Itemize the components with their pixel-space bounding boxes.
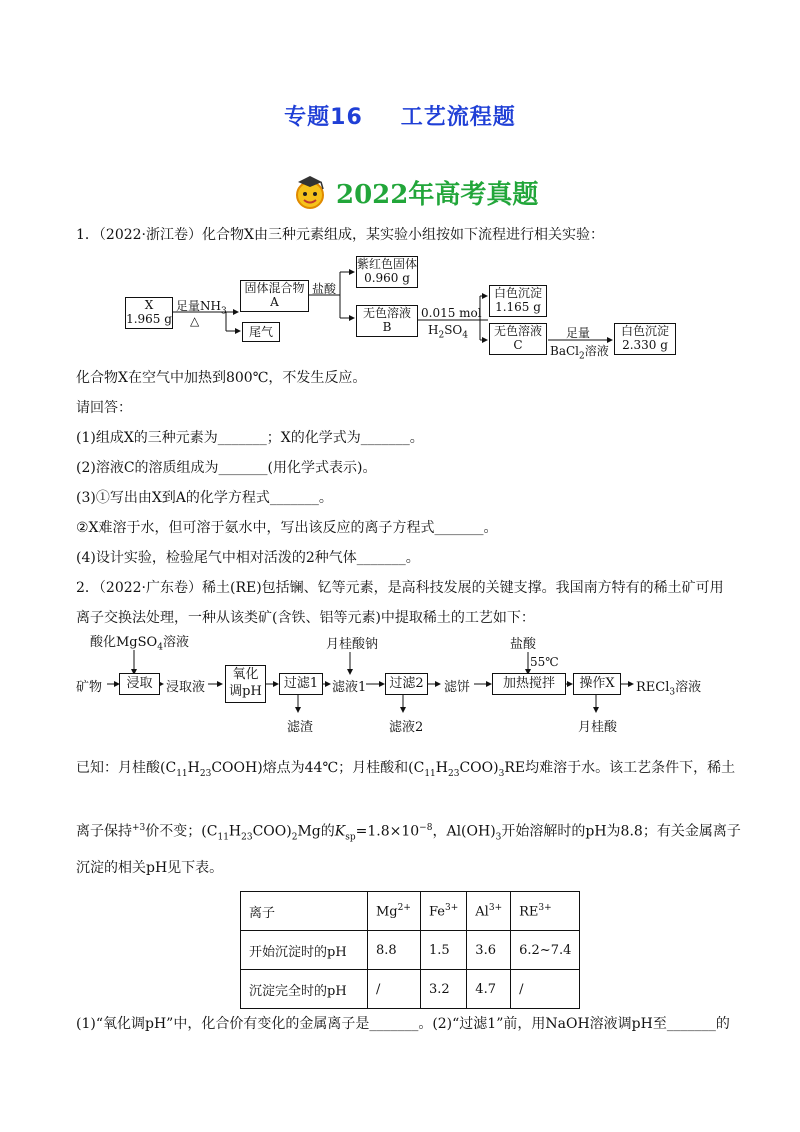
- q2-last-line: (1)“氧化调pH”中，化合价有变化的金属离子是_______。(2)“过滤1”前，用NaOH溶液调pH至_______的: [76, 1016, 730, 1032]
- table-header-cell: $RE^{3+}$: [511, 892, 580, 931]
- operation-x-box: 操作X: [573, 673, 621, 695]
- q2-intro-1: 2．（2022·广东卷）稀土(RE)包括镧、钇等元素，是高科技发展的关键支撑。我国南方特有的稀土矿可用: [76, 580, 724, 596]
- hcl-label: 盐酸: [312, 282, 337, 296]
- hcl-label-2: 盐酸: [510, 637, 537, 652]
- q1-part1: (1)组成X的三种元素为_______；X的化学式为_______。: [76, 430, 424, 446]
- table-header-cell: $Fe^{3+}$: [421, 892, 467, 931]
- filter-1-box: 过滤1: [279, 673, 323, 695]
- table-row: [241, 970, 580, 1009]
- filtrate-2-label: 滤液2: [389, 720, 424, 735]
- q2-intro-2: 离子交换法处理，一种从该类矿(含铁、铝等元素)中提取稀土的工艺如下：: [76, 610, 535, 626]
- white-ppt-1-box: 白色沉淀 1.165 g: [489, 285, 547, 317]
- table-header-row: [241, 892, 580, 931]
- q2-known-1: 已知：月桂酸$(C_{11}H_{23}COOH)$熔点为44℃；月桂酸和$(C_{11}H_{23}COO)_3RE$均难溶于水。该工艺条件下，稀土: [76, 760, 736, 779]
- table-cell: 8.8: [368, 931, 421, 970]
- q1-part2: (2)溶液C的溶质组成为_______(用化学式表示)。: [76, 460, 377, 476]
- q1-part3b: ②X难溶于水，但可溶于氨水中，写出该反应的离子方程式_______。: [76, 520, 498, 536]
- reagent-nh3-label: 足量$NH_3$: [176, 299, 227, 317]
- table-header-cell: $Al^{3+}$: [467, 892, 511, 931]
- leach-box: 浸取: [119, 673, 160, 695]
- banner-text: 2022年高考真题: [336, 179, 539, 210]
- table-cell: 沉淀完全时的pH: [241, 970, 368, 1009]
- compound-x-box: X 1.965 g: [125, 297, 173, 329]
- q2-known-3: 沉淀的相关pH见下表。: [76, 860, 224, 876]
- table-row: [241, 931, 580, 970]
- table-cell: /: [368, 970, 421, 1009]
- h2so4-amount: 0.015 mol: [421, 306, 482, 320]
- h2so4-formula: $H_2SO_4$: [428, 323, 468, 341]
- table-header-cell: $Mg^{2+}$: [368, 892, 421, 931]
- q1-note: 化合物X在空气中加热到800℃，不发生反应。: [76, 370, 367, 386]
- product-recl3-label: RECl$_3$溶液: [636, 680, 702, 698]
- table-cell: /: [511, 970, 580, 1009]
- solution-b-box: 无色溶液 B: [356, 305, 418, 337]
- bacl2-amount: 足量: [566, 326, 591, 340]
- table-cell: 3.6: [467, 931, 511, 970]
- ore-label: 矿物: [76, 680, 103, 695]
- tail-gas-box: 尾气: [242, 322, 280, 342]
- acidified-mgso4-label: 酸化MgSO$_4$溶液: [90, 635, 189, 653]
- oxidize-adjust-ph-box: 氧化 调pH: [225, 665, 266, 703]
- filtrate-1-label: 滤液1: [332, 680, 367, 695]
- solid-mixture-a-box: 固体混合物 A: [240, 280, 309, 312]
- heat-symbol: △: [190, 314, 200, 328]
- white-ppt-2-box: 白色沉淀 2.330 g: [614, 323, 676, 355]
- q1-ask: 请回答：: [76, 400, 132, 416]
- table-cell: 3.2: [421, 970, 467, 1009]
- residue-label: 滤渣: [287, 720, 314, 735]
- q1-intro: 1．（2022·浙江卷）化合物X由三种元素组成，某实验小组按如下流程进行相关实验：: [76, 227, 604, 243]
- solution-c-box: 无色溶液 C: [489, 323, 547, 355]
- bacl2-solution: BaCl$_2$溶液: [550, 344, 609, 362]
- q2-known-2: 离子保持$^{+3}$价不变；$(C_{11}H_{23}COO)_2Mg$的$K_{sp}=1.8\times 10^{-8}$，$Al(OH)_3$开始溶解时的pH为8.8；有关金属离子: [76, 823, 741, 843]
- filter-2-box: 过滤2: [385, 673, 428, 695]
- q1-part3a: (3)①写出由X到A的化学方程式_______。: [76, 490, 333, 506]
- table-cell: 6.2~7.4: [511, 931, 580, 970]
- heat-stir-box: 加热搅拌: [492, 673, 566, 695]
- purple-solid-box: 紫红色固体 0.960 g: [356, 256, 418, 288]
- table-cell: 1.5: [421, 931, 467, 970]
- ion-ph-table: [240, 891, 580, 1009]
- title-topic: 专题16: [284, 105, 363, 130]
- temperature-label: 55℃: [530, 655, 559, 669]
- title-name: 工艺流程题: [400, 105, 516, 130]
- table-cell: 开始沉淀时的pH: [241, 931, 368, 970]
- filter-cake-label: 滤饼: [444, 680, 471, 695]
- table-header-cell: 离子: [241, 892, 368, 931]
- lauric-acid-label: 月桂酸: [578, 720, 618, 735]
- sodium-laurate-label: 月桂酸钠: [326, 637, 379, 652]
- leachate-label: 浸取液: [166, 680, 206, 695]
- q1-part4: (4)设计实验，检验尾气中相对活泼的2种气体_______。: [76, 550, 420, 566]
- table-cell: 4.7: [467, 970, 511, 1009]
